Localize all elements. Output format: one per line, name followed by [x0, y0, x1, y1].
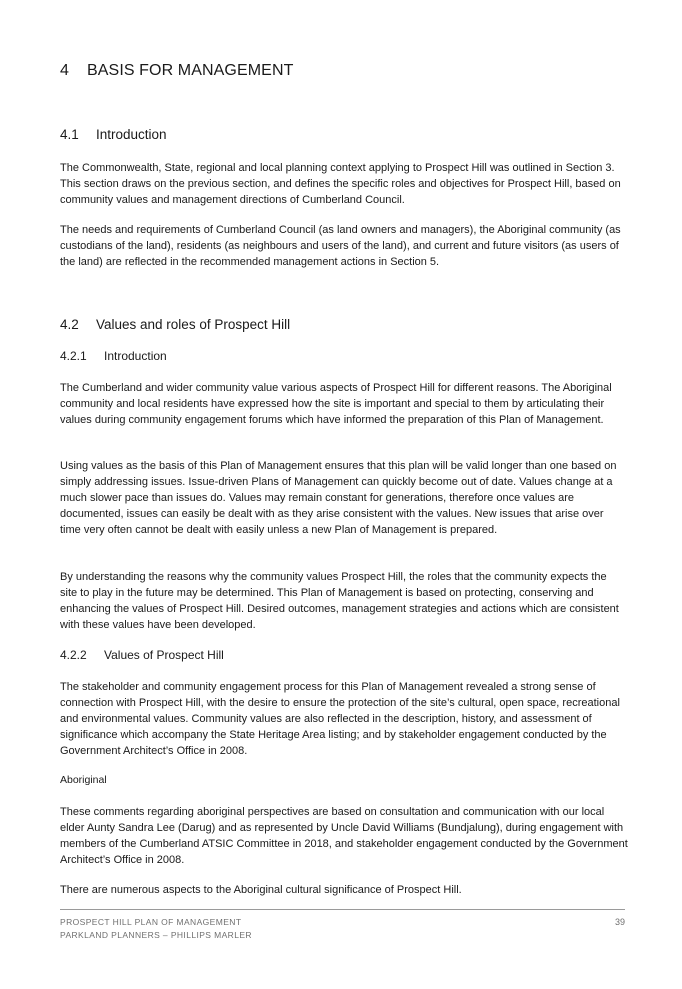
section-number: 4: [60, 62, 69, 79]
heading-4-1-title: Introduction: [96, 127, 167, 142]
values-intro-paragraph-3: By understanding the reasons why the community values Prospect Hill, the roles that the community expects the site to play in the future may be determined. This Plan of Management is based on protecting, conserving and enhancing the values of Prospect Hill. Desired outcomes, management strategies and actions which are consistent with these values have been developed.: [60, 571, 619, 631]
heading-4-2-2-number: 4.2.2: [60, 648, 87, 662]
heading-4-2-title: Values and roles of Prospect Hill: [96, 317, 291, 332]
heading-4-2-1-title: Introduction: [104, 349, 167, 363]
heading-4-1-number: 4.1: [60, 127, 79, 142]
heading-4-1: [60, 127, 167, 142]
heading-4-2-number: 4.2: [60, 317, 79, 332]
heading-4-2: [60, 317, 290, 332]
section-heading: [60, 62, 293, 80]
aboriginal-paragraph-1: These comments regarding aboriginal perspectives are based on consultation and communication with our local elder Aunty Sandra Lee (Darug) and as represented by Uncle David Williams (Bundjalung), during engagement with members of the Cumberland ATSIC Committee in 2018, and stakeholder engagement conducted by the Government Architect’s Office in 2008.: [60, 806, 628, 866]
heading-4-2-1-number: 4.2.1: [60, 349, 87, 363]
heading-4-2-1: [60, 349, 167, 363]
intro-paragraph-1: The Commonwealth, State, regional and local planning context applying to Prospect Hill was outlined in Section 3. This section draws on the previous section, and defines the specific roles and objectives for Prospect Hill, based on community values and management directions of Cumberland Council.: [60, 162, 621, 206]
page-number: 39: [614, 917, 625, 927]
section-title: BASIS FOR MANAGEMENT: [87, 62, 294, 79]
values-intro-paragraph-2: Using values as the basis of this Plan of Management ensures that this plan will be valid longer than one based on simply addressing issues. Issue-driven Plans of Management can quickly become out of date. Values change at a much slower pace than issues do. Values may remain constant for generations, therefore once values are documented, issues can easily be dealt with as they arise consistent with the values. New issues that arise over time very often cannot be dealt with easily unless a new Plan of Management is prepared.: [60, 460, 617, 536]
heading-4-2-2-title: Values of Prospect Hill: [104, 648, 224, 662]
footer-title: PROSPECT HILL PLAN OF MANAGEMENT: [60, 917, 242, 927]
aboriginal-subheading: Aboriginal: [60, 774, 107, 786]
footer-divider: [60, 909, 625, 910]
values-intro-paragraph-1: The Cumberland and wider community value various aspects of Prospect Hill for different reasons. The Aboriginal community and local residents have expressed how the site is important and special to them by articulating their values during community engagement forums which have informed the preparation of this Plan of Management.: [60, 382, 612, 426]
footer-author: PARKLAND PLANNERS – PHILLIPS MARLER: [60, 930, 252, 940]
heading-4-2-2: [60, 648, 224, 662]
intro-paragraph-2: The needs and requirements of Cumberland Council (as land owners and managers), the Aboriginal community (as custodians of the land), residents (as neighbours and users of the land), and current and future visitors (as users of the land) are reflected in the recommended management actions in Section 5.: [60, 224, 621, 268]
aboriginal-paragraph-2: There are numerous aspects to the Aboriginal cultural significance of Prospect Hill.: [60, 884, 462, 896]
values-paragraph-1: The stakeholder and community engagement process for this Plan of Management revealed a strong sense of connection with Prospect Hill, with the desire to ensure the protection of the site’s cultural, open space, recreational and environmental values. Community values are also reflected in the description, history, and assessment of significance which accompany the State Heritage Area listing; and by stakeholder engagement conducted by the Government Architect’s Office in 2008.: [60, 681, 620, 757]
